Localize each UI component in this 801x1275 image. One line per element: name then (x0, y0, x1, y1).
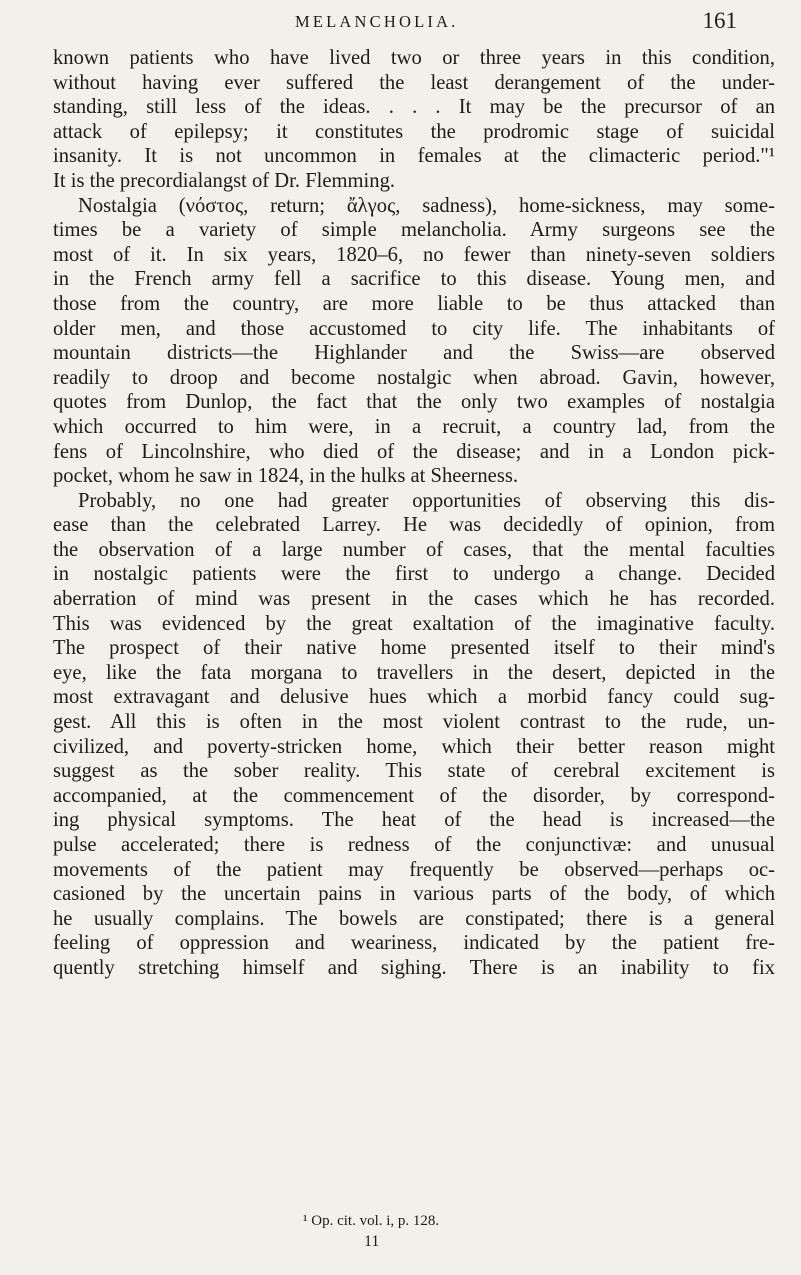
text-line: aberration of mind was present in the cases which he has recorded. (53, 588, 775, 611)
text-line: ing physical symptoms. The heat of the head is increased—the (53, 809, 775, 832)
text-line (53, 169, 775, 194)
text-line: ease than the celebrated Larrey. He was decidedly of opinion, from (53, 514, 775, 537)
body-text (53, 46, 775, 981)
text-line: feeling of oppression and weariness, indicated by the patient fre- (53, 932, 775, 955)
text-line: pocket, whom he saw in 1824, in the hulks at Sheerness. (53, 465, 518, 488)
text-line: in nostalgic patients were the first to undergo a change. Decided (53, 563, 775, 586)
text-line: those from the country, are more liable to be thus attacked than (53, 292, 775, 315)
text-line: This was evidenced by the great exaltation of the imaginative faculty. (53, 612, 775, 635)
page-number: 161 (702, 8, 737, 33)
page-header (0, 8, 801, 38)
text-line: known patients who have lived two or three years in this condition, (53, 47, 775, 69)
text-line: which occurred to him were, in a recruit, a country lad, from the (53, 415, 775, 438)
running-head: MELANCHOLIA. (295, 12, 459, 31)
text-line: The prospect of their native home presented itself to their mind's (53, 637, 775, 660)
text-line: the observation of a large number of cases, that the mental faculties (53, 538, 775, 561)
text-line: insanity. It is not uncommon in females at the climacteric period."¹ (53, 145, 775, 168)
text-line: pulse accelerated; there is redness of the conjunctivæ: and unusual (53, 834, 775, 856)
text-line: quotes from Dunlop, the fact that the only two examples of nostalgia (53, 391, 775, 414)
text-line: Probably, no one had greater opportunities of observing this dis- (78, 489, 775, 512)
text-line: most extravagant and delusive hues which a morbid fancy could sug- (53, 686, 775, 709)
text-line: accompanied, at the commencement of the disorder, by correspond- (53, 784, 775, 807)
text-line: eye, like the fata morgana to travellers in the desert, depicted in the (53, 661, 775, 684)
text-line: without having ever suffered the least derangement of the under- (53, 71, 775, 94)
text-line: quently stretching himself and sighing. There is an inability to fix (53, 956, 775, 979)
text-line: suggest as the sober reality. This state of cerebral excitement is (53, 760, 775, 783)
text-line: Nostalgia (νόστος, return; ἄλγος, sadness), home-sickness, may some- (78, 194, 775, 217)
text-line: times be a variety of simple melancholia. Army surgeons see the (53, 219, 775, 242)
text-line: mountain districts—the Highlander and the Swiss—are observed (53, 342, 775, 365)
text-line: readily to droop and become nostalgic when abroad. Gavin, however, (53, 366, 775, 389)
text-line: attack of epilepsy; it constitutes the prodromic stage of suicidal (53, 120, 775, 143)
text-line: movements of the patient may frequently be observed—perhaps oc- (53, 858, 775, 881)
signature-mark: 11 (364, 1233, 380, 1250)
text-line-content: It is the precordialangst of Dr. Flemming. (53, 169, 396, 192)
text-line: civilized, and poverty-stricken home, which their better reason might (53, 735, 775, 758)
text-line: gest. All this is often in the most violent contrast to the rude, un- (53, 711, 775, 734)
text-line: older men, and those accustomed to city life. The inhabitants of (53, 317, 775, 340)
text-line: fens of Lincolnshire, who died of the disease; and in a London pick- (53, 440, 775, 463)
text-line: in the French army fell a sacrifice to this disease. Young men, and (53, 268, 775, 291)
text-line: he usually complains. The bowels are constipated; there is a general (53, 907, 775, 930)
text-line: casioned by the uncertain pains in various parts of the body, of which (53, 883, 775, 906)
text-line: most of it. In six years, 1820–6, no fewer than ninety-seven soldiers (53, 243, 775, 266)
text-line: standing, still less of the ideas. . . . It may be the precursor of an (53, 96, 775, 119)
footnote: ¹ Op. cit. vol. i, p. 128. (303, 1213, 440, 1229)
